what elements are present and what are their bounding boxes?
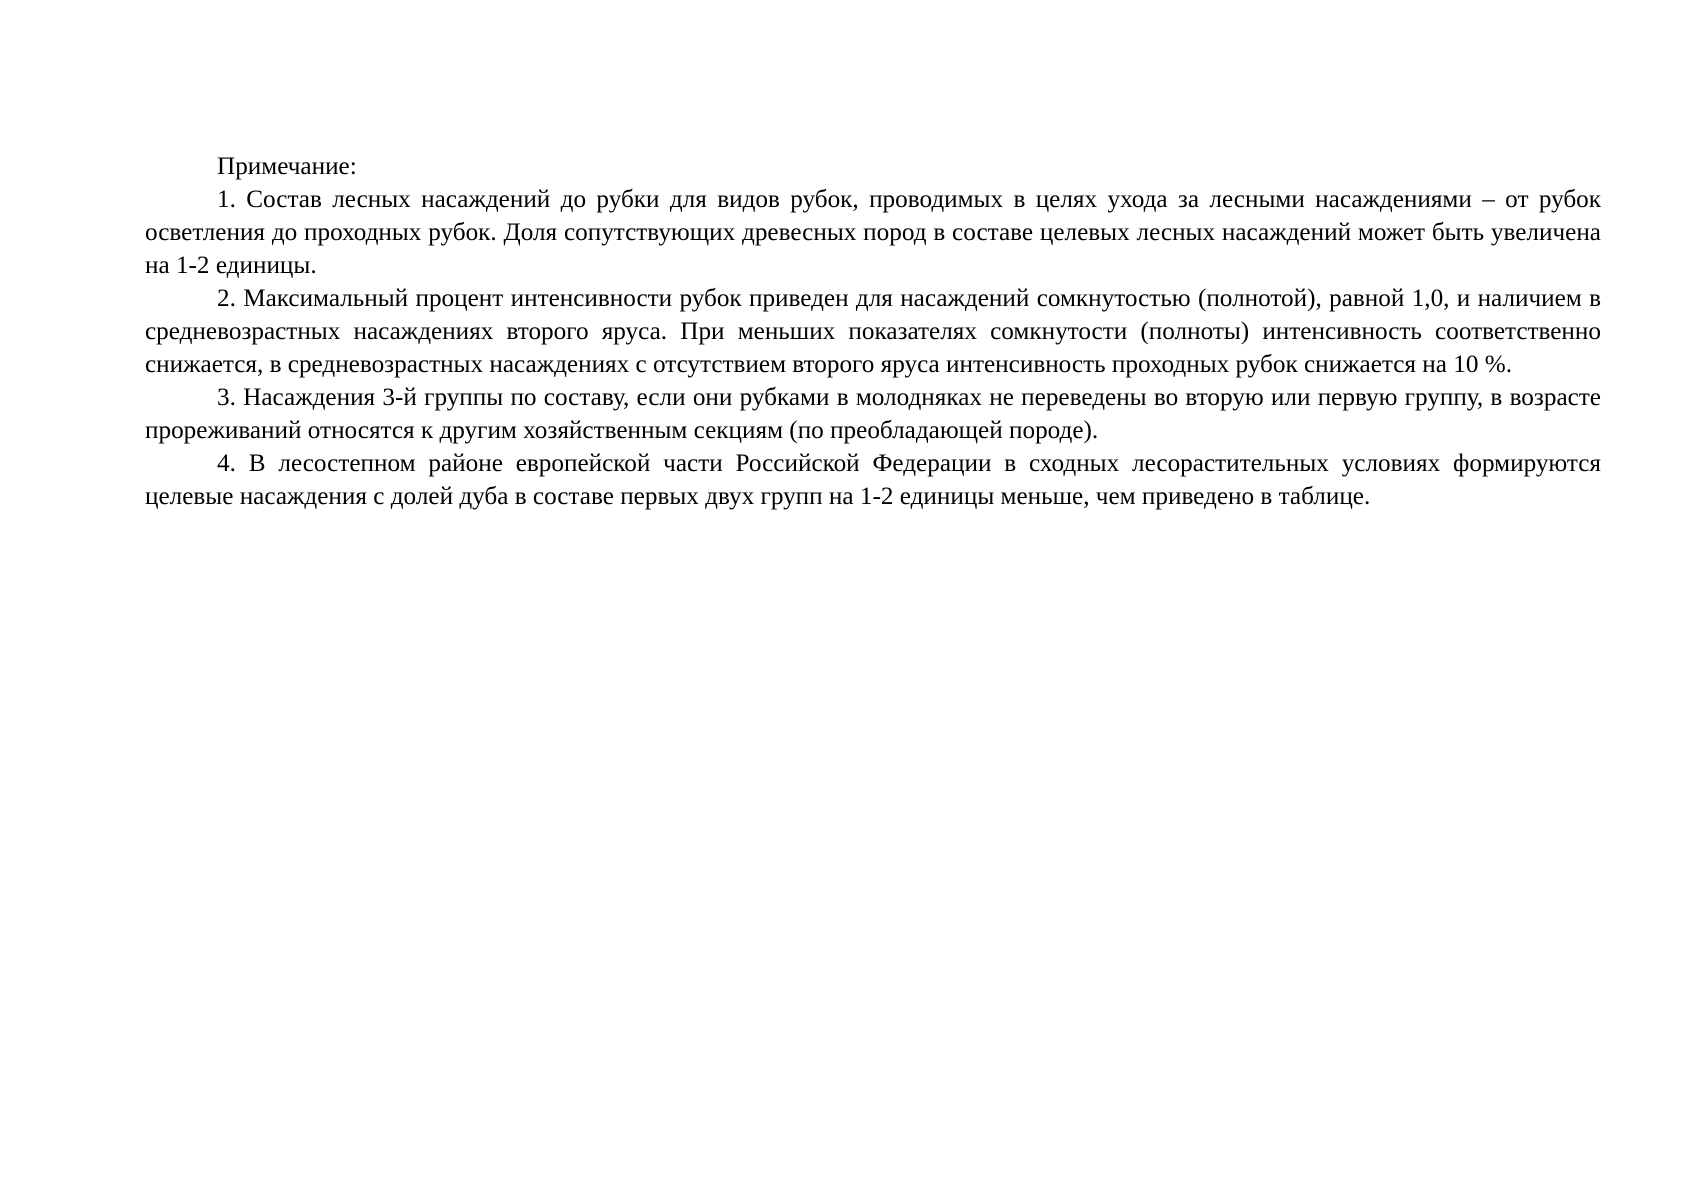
note-item-2: 2. Максимальный процент интенсивности рубок приведен для насаждений сомкнутостью (полнотой), равной 1,0, и наличием в средневозрастных насаждениях второго яруса. При меньших показателях сомкнутости (полноты) интенсивность соответственно снижается, в средневозрастных насаждениях с отсутствием второго яруса интенсивность проходных рубок снижается на 10 %. bbox=[145, 285, 1601, 378]
note-item-3: 3. Насаждения 3-й группы по составу, если они рубками в молодняках не переведены во вторую или первую группу, в возрасте прореживаний относятся к другим хозяйственным секциям (по преобладающей породе). bbox=[145, 384, 1601, 444]
notes-block bbox=[145, 150, 1601, 513]
note-item-4: 4. В лесостепном районе европейской части Российской Федерации в сходных лесорастительных условиях формируются целевые насаждения с долей дуба в составе первых двух групп на 1-2 единицы меньше, чем приведено в таблице. bbox=[145, 450, 1601, 510]
notes-heading: Примечание: bbox=[217, 153, 357, 180]
note-item-1: 1. Состав лесных насаждений до рубки для видов рубок, проводимых в целях ухода за лесными насаждениями – от рубок осветления до проходных рубок. Доля сопутствующих древесных пород в составе целевых лесных насаждений может быть увеличена на 1-2 единицы. bbox=[145, 186, 1601, 279]
